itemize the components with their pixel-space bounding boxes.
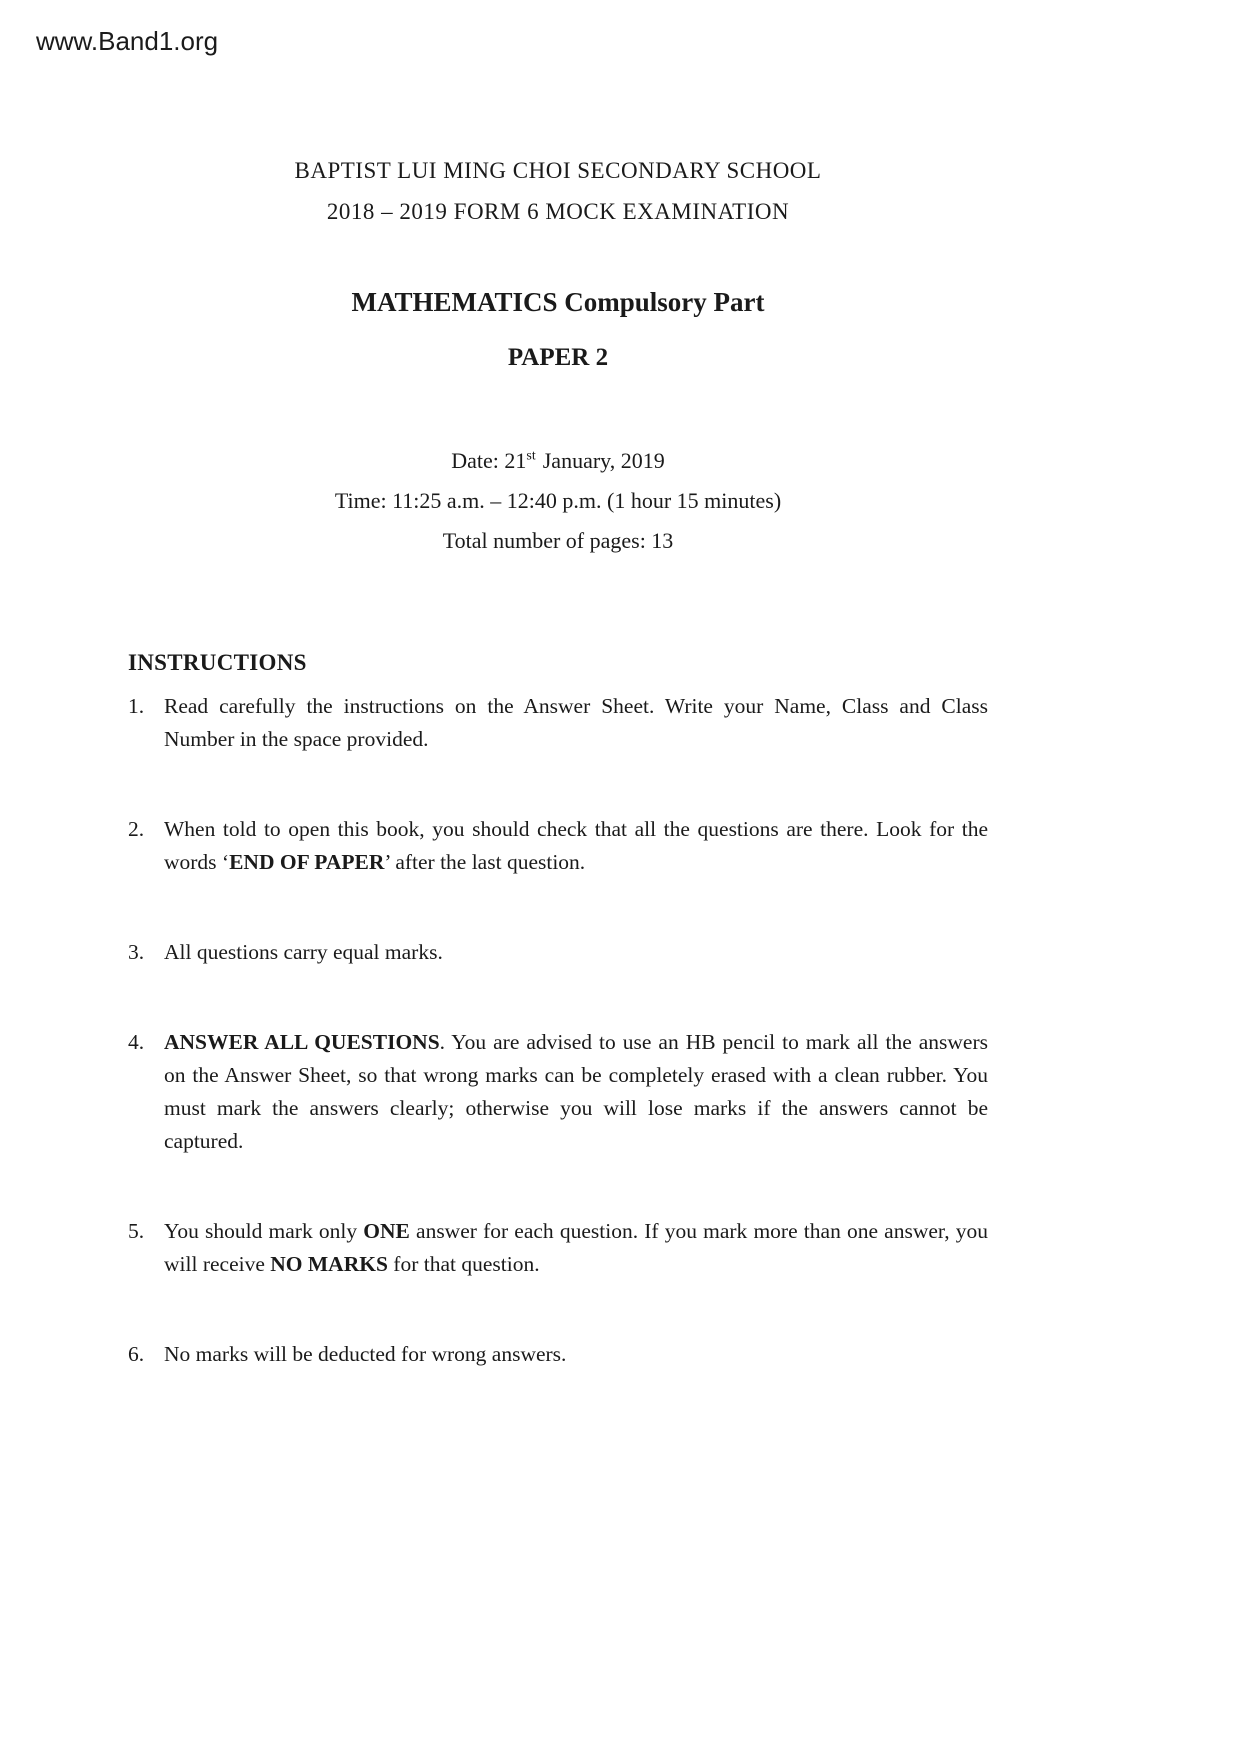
exam-date-suffix: January, 2019: [542, 448, 665, 473]
instruction-item: [128, 1026, 988, 1158]
paper-number: PAPER 2: [507, 344, 609, 371]
exam-date: [128, 448, 988, 474]
instruction-text: ANSWER ALL QUESTIONS. You are advised to use an HB pencil to mark all the answers on the Answer Sheet, so that wrong marks can be completely erased with a clean rubber. You must mark the answers clearly; otherwise you will lose marks if the answers cannot be captured.: [164, 1030, 988, 1153]
school-name: BAPTIST LUI MING CHOI SECONDARY SCHOOL: [294, 158, 822, 183]
instruction-item: [128, 1338, 988, 1371]
exam-time: Time: 11:25 a.m. – 12:40 p.m. (1 hour 15 minutes): [334, 488, 782, 513]
exam-date-ordinal: st: [526, 448, 536, 464]
instruction-text: When told to open this book, you should check that all the questions are there. Look for the words ‘END OF PAPER’ after the last question.: [164, 817, 988, 874]
instruction-text: You should mark only ONE answer for each question. If you mark more than one answer, you will receive NO MARKS for that question.: [164, 1219, 988, 1276]
instruction-item: [128, 690, 988, 756]
exam-title: 2018 – 2019 FORM 6 MOCK EXAMINATION: [326, 199, 790, 224]
instruction-item: [128, 813, 988, 879]
document-content: [128, 0, 988, 1371]
instructions-list: [128, 690, 988, 1371]
instruction-number: 3.: [128, 940, 145, 964]
instruction-number: 2.: [128, 817, 145, 841]
instruction-item: [128, 936, 988, 969]
instruction-number: 1.: [128, 694, 145, 718]
subject-title: MATHEMATICS Compulsory Part: [351, 287, 765, 317]
instructions-heading: INSTRUCTIONS: [128, 650, 307, 675]
instruction-text: All questions carry equal marks.: [164, 940, 443, 964]
instruction-number: 5.: [128, 1219, 145, 1243]
instruction-text: Read carefully the instructions on the Answer Sheet. Write your Name, Class and Class Number in the space provided.: [164, 694, 988, 751]
instruction-text: No marks will be deducted for wrong answers.: [164, 1342, 567, 1366]
site-watermark: www.Band1.org: [36, 26, 219, 56]
instruction-number: 6.: [128, 1342, 145, 1366]
exam-date-prefix: Date: 21: [451, 448, 527, 473]
instruction-item: [128, 1215, 988, 1281]
total-pages: Total number of pages: 13: [442, 528, 674, 553]
instruction-number: 4.: [128, 1030, 145, 1054]
